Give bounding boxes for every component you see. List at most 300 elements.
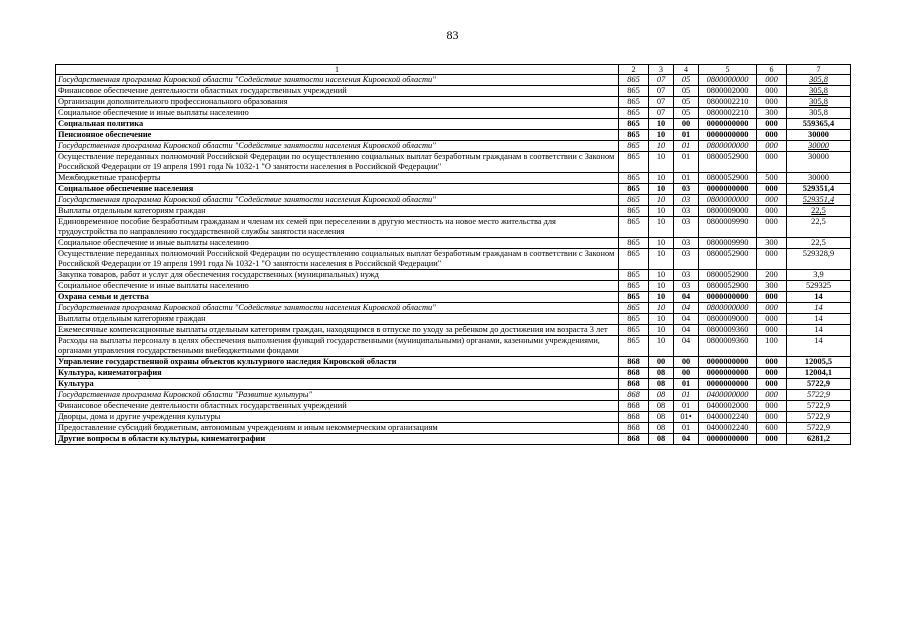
- amount-cell-text: 305,8: [809, 97, 828, 106]
- subsection-code-cell-text: 00: [681, 368, 691, 377]
- subsection-code-cell: [674, 325, 699, 336]
- subsection-code-cell-text: 00: [681, 357, 691, 366]
- subsection-code-cell: [674, 75, 699, 86]
- amount-cell-text: 529325: [805, 281, 832, 290]
- expense-type-cell-text: 000: [765, 434, 778, 443]
- section-code-cell-text: 10: [656, 206, 666, 215]
- target-article-cell-text: 0800002000: [706, 86, 749, 95]
- grbs-code-cell: [619, 270, 649, 281]
- table-row: [56, 86, 851, 97]
- expense-type-cell: [757, 86, 787, 97]
- target-article-cell-text: 0800052900: [706, 281, 749, 290]
- expense-name-cell: [56, 434, 619, 445]
- target-article-cell: [699, 292, 757, 303]
- expense-type-cell: [757, 152, 787, 173]
- target-article-cell-text: 0800009990: [706, 217, 749, 226]
- amount-cell-text: 22,5: [811, 217, 826, 226]
- expense-type-cell-text: 600: [765, 423, 778, 432]
- grbs-code-cell-text: 865: [627, 206, 640, 215]
- target-article-cell: [699, 141, 757, 152]
- expense-type-cell: [757, 423, 787, 434]
- table-row: [56, 314, 851, 325]
- table-row: [56, 195, 851, 206]
- subsection-code-cell-text: 04: [681, 325, 691, 334]
- subsection-code-cell: [674, 270, 699, 281]
- expense-name-cell: [56, 238, 619, 249]
- target-article-cell: [699, 130, 757, 141]
- section-code-cell-text: 00: [656, 357, 666, 366]
- section-code-cell: [649, 270, 674, 281]
- expense-name-cell: [56, 97, 619, 108]
- expense-type-cell-text: 000: [765, 130, 778, 139]
- expense-name-cell-text: Выплаты отдельным категориям граждан: [58, 206, 206, 215]
- expense-type-cell-text: 000: [765, 86, 778, 95]
- amount-cell-text: 22,5: [811, 206, 826, 215]
- grbs-code-cell-text: 865: [627, 173, 640, 182]
- grbs-code-cell: [619, 379, 649, 390]
- target-article-cell-text: 0000000000: [706, 184, 749, 193]
- amount-cell-text: 529328,9: [802, 249, 835, 258]
- target-article-cell-text: 0400002240: [706, 423, 749, 432]
- amount-cell-text: 12005,5: [804, 357, 833, 366]
- target-article-cell: [699, 217, 757, 238]
- expense-name-cell: [56, 141, 619, 152]
- subsection-code-cell: [674, 249, 699, 270]
- section-code-cell-text: 10: [656, 173, 666, 182]
- amount-cell: [787, 184, 851, 195]
- grbs-code-cell-text: 868: [627, 379, 640, 388]
- expense-type-cell: [757, 108, 787, 119]
- target-article-cell-text: 0800002210: [706, 97, 749, 106]
- grbs-code-cell: [619, 401, 649, 412]
- expense-type-cell-text: 000: [765, 325, 778, 334]
- amount-cell: [787, 434, 851, 445]
- grbs-code-cell: [619, 281, 649, 292]
- table-row: [56, 119, 851, 130]
- subsection-code-cell: [674, 184, 699, 195]
- expense-type-cell-text: 000: [765, 184, 778, 193]
- grbs-code-cell: [619, 303, 649, 314]
- amount-cell-text: 3,9: [813, 270, 824, 279]
- expense-name-cell-text: Предоставление субсидий бюджетным, автономным учреждениям и иным некоммерческим организациям: [58, 423, 438, 432]
- expense-name-cell-text: Финансовое обеспечение деятельности областных государственных учреждений: [58, 86, 347, 95]
- subsection-code-cell-text: 05: [681, 86, 691, 95]
- grbs-code-cell: [619, 195, 649, 206]
- subsection-code-cell: [674, 152, 699, 173]
- amount-cell: [787, 75, 851, 86]
- target-article-cell: [699, 86, 757, 97]
- table-row: [56, 108, 851, 119]
- expense-type-cell-text: 000: [765, 152, 778, 161]
- amount-cell-text: 30000: [808, 130, 829, 139]
- amount-cell: [787, 238, 851, 249]
- target-article-cell: [699, 238, 757, 249]
- grbs-code-cell-text: 865: [627, 108, 640, 117]
- target-article-cell: [699, 152, 757, 173]
- table-row: [56, 130, 851, 141]
- target-article-cell-text: 0800009360: [706, 336, 749, 345]
- expense-type-cell: [757, 184, 787, 195]
- subsection-code-cell: [674, 303, 699, 314]
- grbs-code-cell: [619, 434, 649, 445]
- section-code-cell-text: 10: [656, 292, 666, 301]
- table-row: [56, 434, 851, 445]
- expense-name-cell: [56, 270, 619, 281]
- target-article-cell-text: 0800052900: [706, 270, 749, 279]
- target-article-cell: [699, 325, 757, 336]
- expense-name-cell: [56, 184, 619, 195]
- grbs-code-cell: [619, 184, 649, 195]
- section-code-cell: [649, 325, 674, 336]
- expense-type-cell-text: 000: [765, 141, 778, 150]
- section-code-cell: [649, 401, 674, 412]
- subsection-code-cell: [674, 206, 699, 217]
- grbs-code-cell-text: 865: [627, 336, 640, 345]
- amount-cell: [787, 314, 851, 325]
- grbs-code-cell-text: 865: [627, 119, 640, 128]
- target-article-cell: [699, 423, 757, 434]
- expense-type-cell-text: 000: [765, 379, 778, 388]
- subsection-code-cell-text: 03: [681, 249, 691, 258]
- subsection-code-cell: [674, 357, 699, 368]
- expense-name-cell-text: Государственная программа Кировской области "Содействие занятости населения Кировской области": [58, 75, 436, 84]
- section-code-cell-text: 10: [656, 303, 666, 312]
- expense-name-cell-text: Государственная программа Кировской области "Развитие культуры": [58, 390, 312, 399]
- table-row: [56, 423, 851, 434]
- target-article-cell-text: 0800052900: [706, 249, 749, 258]
- subsection-code-cell: [674, 86, 699, 97]
- expense-name-cell-text: Межбюджетные трансферты: [58, 173, 161, 182]
- table-row: [56, 270, 851, 281]
- target-article-cell-text: 0000000000: [706, 434, 749, 443]
- amount-cell-text: 12004,1: [804, 368, 833, 377]
- expense-name-cell: [56, 325, 619, 336]
- expense-name-cell-text: Ежемесячные компенсационные выплаты отдельным категориям граждан, находящимся в отпуске по уходу за ребенком до достижения им возраста 3 лет: [58, 325, 608, 334]
- section-code-cell-text: 10: [656, 238, 666, 247]
- section-code-cell-text: 07: [656, 75, 666, 84]
- expense-name-cell: [56, 152, 619, 173]
- table-row: [56, 206, 851, 217]
- grbs-code-cell-text: 868: [627, 423, 640, 432]
- grbs-code-cell-text: 865: [627, 141, 640, 150]
- expense-type-cell-text: 000: [765, 206, 778, 215]
- section-code-cell-text: 10: [656, 281, 666, 290]
- expense-type-cell-text: 000: [765, 390, 778, 399]
- grbs-code-cell-text: 865: [627, 238, 640, 247]
- subsection-code-cell-text: 01: [681, 390, 691, 399]
- target-article-cell-text: 0000000000: [706, 130, 749, 139]
- target-article-cell-text: 0800000000: [706, 141, 749, 150]
- target-article-cell-text: 0800009360: [706, 325, 749, 334]
- expense-type-cell: [757, 249, 787, 270]
- expense-type-cell: [757, 141, 787, 152]
- table-row: [56, 368, 851, 379]
- amount-cell: [787, 357, 851, 368]
- expense-type-cell-text: 000: [765, 249, 778, 258]
- amount-cell-text: 22,5: [811, 238, 826, 247]
- grbs-code-cell-text: 865: [627, 152, 640, 161]
- expense-type-cell: [757, 379, 787, 390]
- grbs-code-cell: [619, 292, 649, 303]
- table-row: [56, 141, 851, 152]
- expense-name-cell: [56, 303, 619, 314]
- section-code-cell: [649, 423, 674, 434]
- target-article-cell: [699, 173, 757, 184]
- expense-type-cell: [757, 303, 787, 314]
- grbs-code-cell-text: 865: [627, 249, 640, 258]
- expense-type-cell: [757, 195, 787, 206]
- subsection-code-cell: [674, 434, 699, 445]
- grbs-code-cell-text: 868: [627, 412, 640, 421]
- section-code-cell-text: 08: [656, 401, 666, 410]
- expense-name-cell: [56, 336, 619, 357]
- section-code-cell-text: 10: [656, 249, 666, 258]
- expense-type-cell-text: 000: [765, 357, 778, 366]
- target-article-cell: [699, 195, 757, 206]
- target-article-cell: [699, 270, 757, 281]
- section-code-cell-text: 10: [656, 325, 666, 334]
- amount-cell-text: 30000: [808, 173, 829, 182]
- expense-name-cell-text: Государственная программа Кировской области "Содействие занятости населения Кировской области": [58, 303, 436, 312]
- subsection-code-cell-text: 00: [681, 119, 691, 128]
- expense-name-cell-text: Культура: [58, 379, 94, 388]
- subsection-code-cell-text: 04: [681, 292, 691, 301]
- amount-cell-text: 529351,4: [802, 184, 835, 193]
- target-article-cell-text: 0400000000: [706, 390, 749, 399]
- amount-cell: [787, 173, 851, 184]
- grbs-code-cell-text: 865: [627, 217, 640, 226]
- subsection-code-cell-text: 01: [681, 152, 691, 161]
- section-code-cell-text: 10: [656, 195, 666, 204]
- expense-type-cell: [757, 238, 787, 249]
- amount-cell: [787, 368, 851, 379]
- target-article-cell-text: 0000000000: [706, 119, 749, 128]
- expense-type-cell: [757, 270, 787, 281]
- amount-cell: [787, 249, 851, 270]
- expense-name-cell-text: Управление государственной охраны объектов культурного наследия Кировской области: [58, 357, 397, 366]
- section-code-cell: [649, 75, 674, 86]
- subsection-code-cell-text: 03: [681, 195, 691, 204]
- expense-name-cell-text: Пенсионное обеспечение: [58, 130, 152, 139]
- target-article-cell: [699, 303, 757, 314]
- expense-name-cell: [56, 108, 619, 119]
- grbs-code-cell-text: 865: [627, 97, 640, 106]
- header-cell: 1: [56, 65, 619, 75]
- amount-cell: [787, 281, 851, 292]
- section-code-cell: [649, 303, 674, 314]
- amount-cell: [787, 270, 851, 281]
- section-code-cell: [649, 86, 674, 97]
- grbs-code-cell-text: 868: [627, 401, 640, 410]
- target-article-cell-text: 0000000000: [706, 292, 749, 301]
- section-code-cell-text: 07: [656, 97, 666, 106]
- grbs-code-cell: [619, 119, 649, 130]
- amount-cell-text: 5722,9: [806, 423, 831, 432]
- grbs-code-cell: [619, 108, 649, 119]
- expense-name-cell-text: Социальное обеспечение и иные выплаты населению: [58, 281, 249, 290]
- section-code-cell-text: 07: [656, 86, 666, 95]
- section-code-cell-text: 10: [656, 336, 666, 345]
- grbs-code-cell-text: 868: [627, 368, 640, 377]
- expense-name-cell: [56, 401, 619, 412]
- amount-cell: [787, 336, 851, 357]
- amount-cell-text: 30000: [808, 141, 829, 150]
- expense-name-cell-text: Дворцы, дома и другие учреждения культуры: [58, 412, 221, 421]
- table-row: [56, 249, 851, 270]
- grbs-code-cell: [619, 97, 649, 108]
- expense-name-cell: [56, 292, 619, 303]
- section-code-cell-text: 08: [656, 412, 666, 421]
- section-code-cell-text: 07: [656, 108, 666, 117]
- subsection-code-cell: [674, 119, 699, 130]
- section-code-cell-text: 10: [656, 141, 666, 150]
- section-code-cell: [649, 206, 674, 217]
- grbs-code-cell-text: 868: [627, 434, 640, 443]
- expense-type-cell: [757, 130, 787, 141]
- subsection-code-cell-text: 03: [681, 238, 691, 247]
- expense-name-cell-text: Социальная политика: [58, 119, 144, 128]
- subsection-code-cell-text: 05: [681, 97, 691, 106]
- expense-name-cell-text: Закупка товаров, работ и услуг для обеспечения государственных (муниципальных) нужд: [58, 270, 379, 279]
- expense-name-cell-text: Другие вопросы в области культуры, кинематографии: [58, 434, 266, 443]
- grbs-code-cell-text: 865: [627, 75, 640, 84]
- expense-name-cell-text: Расходы на выплаты персоналу в целях обеспечения выполнения функций государственными (муниципальными) органами, казенными учреждениями, органами управления государственными внебюджетными фондами: [58, 336, 600, 355]
- expense-type-cell-text: 200: [765, 270, 778, 279]
- target-article-cell: [699, 97, 757, 108]
- table-row: [56, 357, 851, 368]
- section-code-cell-text: 10: [656, 119, 666, 128]
- subsection-code-cell-text: 01: [681, 130, 691, 139]
- subsection-code-cell: [674, 336, 699, 357]
- subsection-code-cell: [674, 281, 699, 292]
- grbs-code-cell: [619, 314, 649, 325]
- section-code-cell: [649, 119, 674, 130]
- amount-cell: [787, 325, 851, 336]
- subsection-code-cell: [674, 292, 699, 303]
- target-article-cell-text: 0800002210: [706, 108, 749, 117]
- expense-name-cell: [56, 314, 619, 325]
- subsection-code-cell-text: 04: [681, 314, 691, 323]
- subsection-code-cell-text: 01: [681, 173, 691, 182]
- amount-cell: [787, 206, 851, 217]
- expense-type-cell: [757, 173, 787, 184]
- target-article-cell: [699, 249, 757, 270]
- amount-cell: [787, 379, 851, 390]
- subsection-code-cell: [674, 314, 699, 325]
- expense-name-cell-text: Государственная программа Кировской области "Содействие занятости населения Кировской области": [58, 141, 436, 150]
- subsection-code-cell-text: 05: [681, 75, 691, 84]
- target-article-cell-text: 0000000000: [706, 357, 749, 366]
- expense-name-cell-text: Выплаты отдельным категориям граждан: [58, 314, 206, 323]
- amount-cell: [787, 401, 851, 412]
- expense-type-cell-text: 000: [765, 292, 778, 301]
- expense-type-cell-text: 000: [765, 195, 778, 204]
- subsection-code-cell: [674, 173, 699, 184]
- expense-name-cell: [56, 281, 619, 292]
- subsection-code-cell: [674, 130, 699, 141]
- expense-type-cell: [757, 314, 787, 325]
- section-code-cell: [649, 336, 674, 357]
- expense-type-cell: [757, 75, 787, 86]
- amount-cell: [787, 412, 851, 423]
- expense-type-cell: [757, 292, 787, 303]
- section-code-cell-text: 10: [656, 314, 666, 323]
- column-number-header: [56, 65, 851, 75]
- expense-name-cell: [56, 368, 619, 379]
- target-article-cell: [699, 412, 757, 423]
- header-cell: 6: [757, 65, 787, 75]
- target-article-cell-text: 0800052900: [706, 152, 749, 161]
- expense-type-cell-text: 000: [765, 97, 778, 106]
- table-row: [56, 281, 851, 292]
- expense-name-cell: [56, 357, 619, 368]
- grbs-code-cell: [619, 412, 649, 423]
- expense-name-cell-text: Финансовое обеспечение деятельности областных государственных учреждений: [58, 401, 347, 410]
- grbs-code-cell-text: 865: [627, 184, 640, 193]
- subsection-code-cell: [674, 195, 699, 206]
- expense-type-cell-text: 000: [765, 401, 778, 410]
- expense-type-cell: [757, 217, 787, 238]
- amount-cell-text: 5722,9: [806, 390, 831, 399]
- grbs-code-cell-text: 865: [627, 303, 640, 312]
- target-article-cell: [699, 314, 757, 325]
- subsection-code-cell: [674, 368, 699, 379]
- expense-type-cell-text: 300: [765, 238, 778, 247]
- header-cell: 7: [787, 65, 851, 75]
- expense-name-cell: [56, 119, 619, 130]
- grbs-code-cell: [619, 325, 649, 336]
- expense-name-cell: [56, 412, 619, 423]
- section-code-cell: [649, 434, 674, 445]
- expense-type-cell-text: 000: [765, 368, 778, 377]
- expense-type-cell-text: 000: [765, 217, 778, 226]
- expense-type-cell: [757, 434, 787, 445]
- target-article-cell: [699, 390, 757, 401]
- grbs-code-cell-text: 865: [627, 325, 640, 334]
- expense-name-cell: [56, 195, 619, 206]
- section-code-cell: [649, 152, 674, 173]
- grbs-code-cell: [619, 390, 649, 401]
- subsection-code-cell: [674, 238, 699, 249]
- amount-cell: [787, 195, 851, 206]
- section-code-cell-text: 08: [656, 368, 666, 377]
- target-article-cell-text: 0400002000: [706, 401, 749, 410]
- target-article-cell-text: 0800000000: [706, 195, 749, 204]
- expense-type-cell: [757, 206, 787, 217]
- grbs-code-cell-text: 868: [627, 357, 640, 366]
- amount-cell-text: 5722,9: [806, 412, 831, 421]
- grbs-code-cell: [619, 357, 649, 368]
- grbs-code-cell-text: 865: [627, 130, 640, 139]
- target-article-cell: [699, 336, 757, 357]
- table-row: [56, 379, 851, 390]
- section-code-cell: [649, 195, 674, 206]
- target-article-cell: [699, 206, 757, 217]
- section-code-cell: [649, 173, 674, 184]
- table-row: [56, 75, 851, 86]
- amount-cell: [787, 97, 851, 108]
- amount-cell: [787, 423, 851, 434]
- subsection-code-cell: [674, 97, 699, 108]
- header-cell: 3: [649, 65, 674, 75]
- section-code-cell: [649, 357, 674, 368]
- table-row: [56, 173, 851, 184]
- expense-name-cell-text: Государственная программа Кировской области "Содействие занятости населения Кировской области": [58, 195, 436, 204]
- grbs-code-cell: [619, 423, 649, 434]
- expense-type-cell-text: 000: [765, 412, 778, 421]
- amount-cell-text: 305,8: [809, 108, 828, 117]
- subsection-code-cell-text: 01: [681, 401, 691, 410]
